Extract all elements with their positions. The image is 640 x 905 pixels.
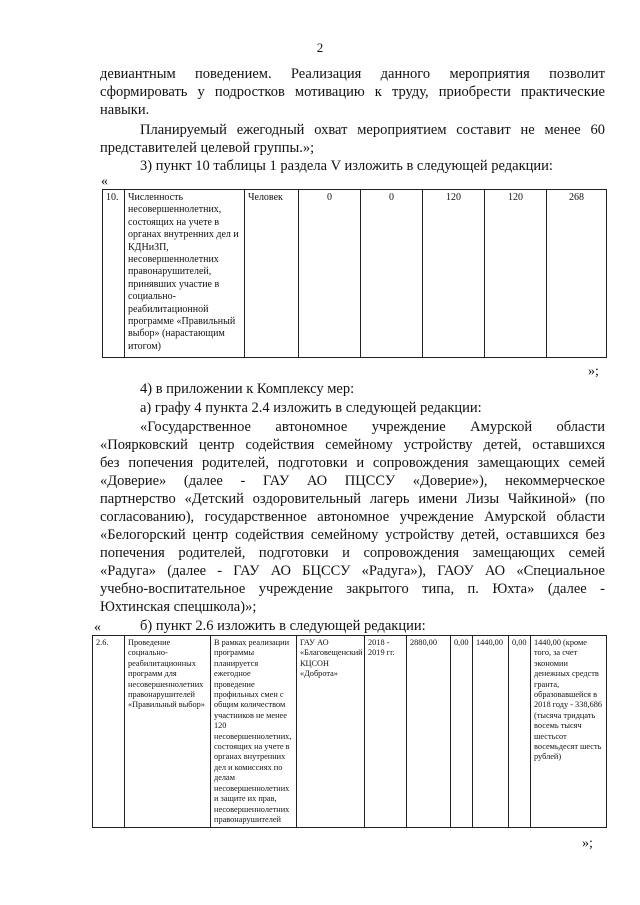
table-row	[93, 636, 607, 828]
text-line: учебно-воспитательное учреждение закрытого типа, п. Юхта» (далее -	[100, 581, 605, 597]
text-line: 4) в приложении к Комплексу мер:	[140, 381, 355, 397]
indicator-name: Численность несовершеннолетних, состоящих на учете в органах внутренних дел и КДНиЗП, несовершеннолетних правонарушителей, принявших участие в социально-реабилитационной программе «Правильный выбор» (нарастающим итогом)	[125, 190, 245, 358]
page-number: 2	[316, 40, 324, 55]
row-number: 10.	[103, 190, 125, 358]
text-line: «Поярковский центр содействия семейному устройству детей, оставшихся	[100, 437, 605, 453]
value-cell: 120	[485, 190, 547, 358]
text-line: навыки.	[100, 102, 150, 118]
federal-cell: 0,00	[451, 636, 473, 828]
text-line: а) графу 4 пункта 2.4 изложить в следующей редакции:	[140, 400, 482, 416]
text-line: Планируемый ежегодный охват мероприятием составит не менее 60	[140, 122, 605, 138]
local-cell: 0,00	[509, 636, 531, 828]
opening-quote: «	[94, 620, 101, 635]
closing-quote: »;	[582, 836, 593, 851]
text-line: «Доверие» (далее - ГАУ АО ПЦССУ «Доверие»), некоммерческое	[100, 473, 605, 489]
event-name: Проведение социально-реабилитационных программ для несовершеннолетних правонарушителей «Правильный выбор»	[125, 636, 211, 828]
table-row	[103, 190, 607, 358]
value-cell: 120	[423, 190, 485, 358]
other-sources-cell: 1440,00 (кроме того, за счет экономии денежных средств гранта, образовавшейся в 2018 году - 338,686 (тысяча тридцать восемь тысяч шестьсот восемьдесят шесть рублей)	[531, 636, 607, 828]
text-line: «Белогорский центр содействия семейному устройству детей, оставшихся без	[100, 527, 605, 543]
text-line: 3) пункт 10 таблицы 1 раздела V изложить в следующей редакции:	[140, 158, 553, 174]
executor-cell: ГАУ АО «Благовещенский КЦСОН «Доброта»	[297, 636, 365, 828]
indicator-table	[102, 189, 607, 358]
text-line: партнерство «Детский оздоровительный лагерь имени Лизы Чайкиной» (по	[100, 491, 605, 507]
event-description: В рамках реализации программы планируется ежегодное проведение профильных смен с общим количеством участников не менее 120 несовершеннолетних, состоящих на учете в органах внутренних дел и комиссиях по делам несовершеннолетних и защите их прав, несовершеннолетних правонарушителей	[211, 636, 297, 828]
unit-cell: Человек	[245, 190, 299, 358]
text-line: представителей целевой группы.»;	[100, 140, 315, 156]
text-line: девиантным поведением. Реализация данного мероприятия позволит	[100, 66, 605, 82]
text-line: без попечения родителей, подготовки и сопровождения замещающих семей	[100, 455, 605, 471]
text-line: «Радуга» (далее - ГАУ АО БЦССУ «Радуга»), ГАОУ АО «Специальное	[100, 563, 605, 579]
closing-quote: »;	[588, 364, 599, 379]
text-line: согласованию), государственное автономное учреждение Амурской области	[100, 509, 605, 525]
text-line: б) пункт 2.6 изложить в следующей редакции:	[140, 618, 426, 634]
measures-table	[92, 635, 607, 828]
text-line: сформировать у подростков мотивацию к труду, приобрести практические	[100, 84, 605, 100]
value-cell: 0	[361, 190, 423, 358]
total-cell: 2880,00	[407, 636, 451, 828]
period-cell: 2018 - 2019 гг.	[365, 636, 407, 828]
text-line: попечения родителей, подготовки и сопровождения замещающих семей	[100, 545, 605, 561]
text-line: Юхтинская спецшкола)»;	[100, 599, 257, 615]
regional-cell: 1440,00	[473, 636, 509, 828]
value-cell: 268	[547, 190, 607, 358]
value-cell: 0	[299, 190, 361, 358]
opening-quote: «	[101, 174, 108, 189]
row-number: 2.6.	[93, 636, 125, 828]
text-line: «Государственное автономное учреждение Амурской области	[140, 419, 605, 435]
